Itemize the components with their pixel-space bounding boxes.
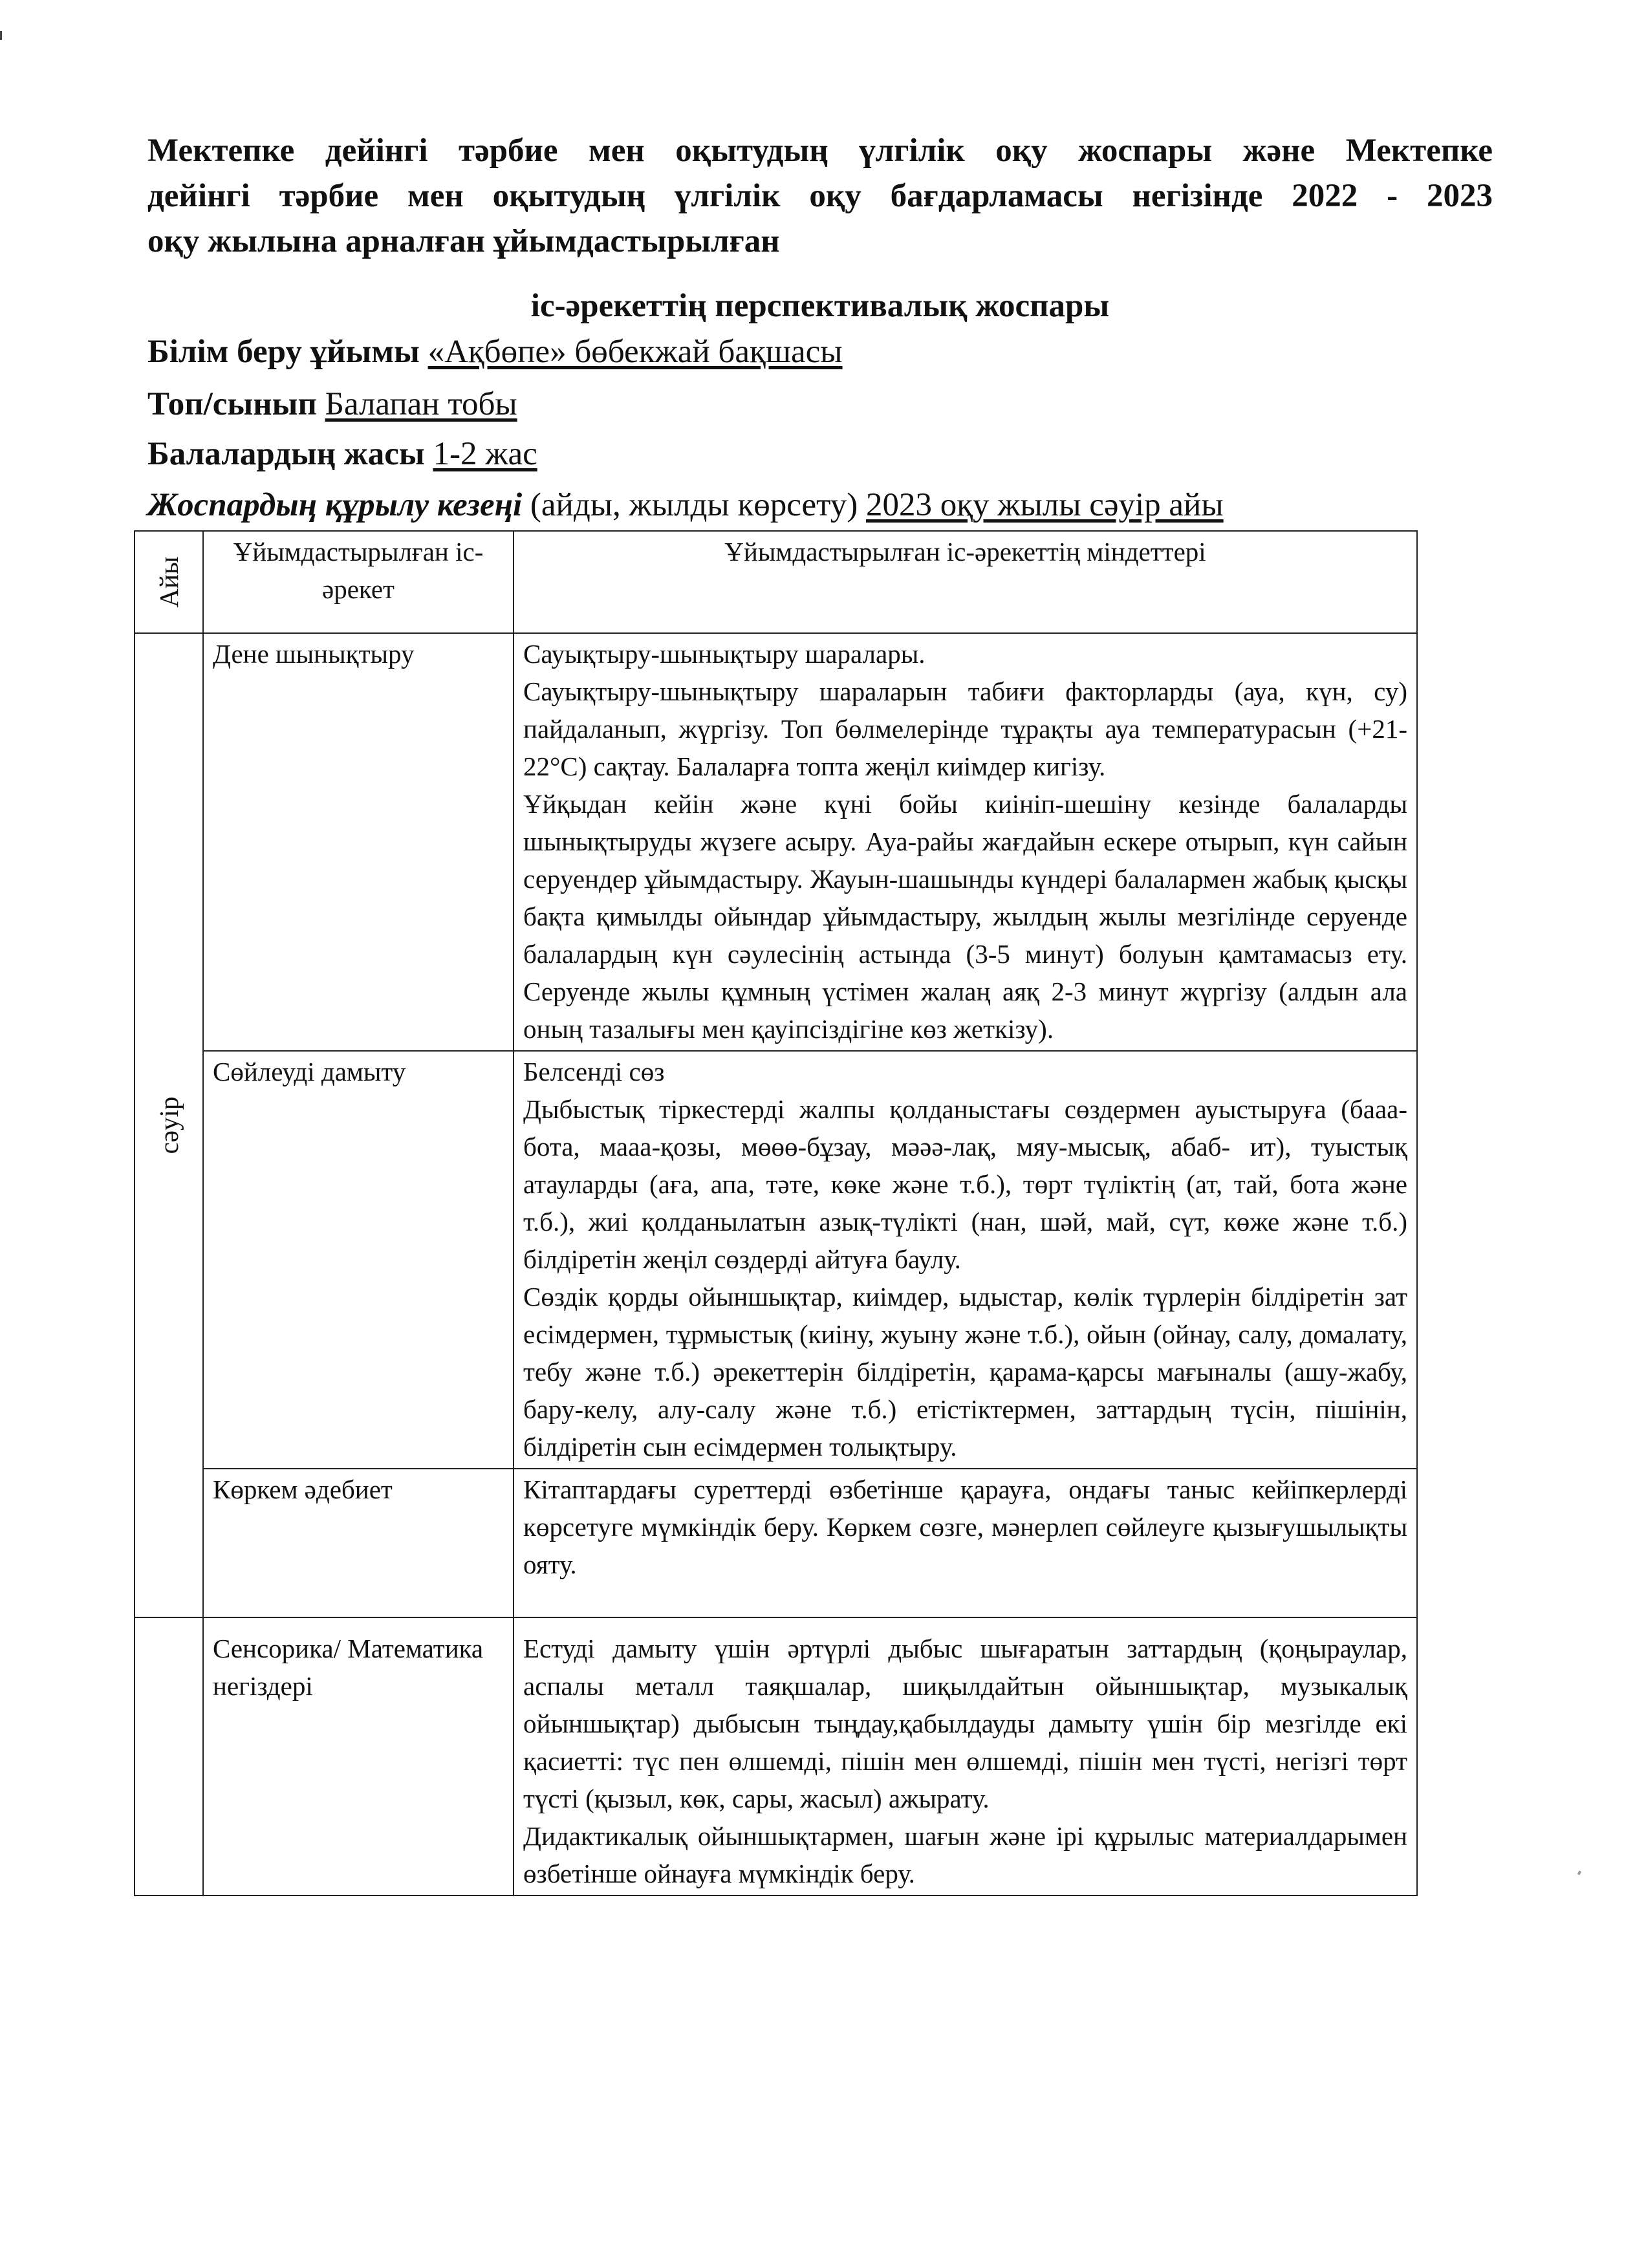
tasks-cell bbox=[514, 1051, 1417, 1469]
activity-cell: Сөйлеуді дамыту bbox=[203, 1051, 514, 1469]
header-tasks: Ұйымдастырылған іс-әрекеттің міндеттері bbox=[514, 531, 1417, 633]
task-paragraph: Кітаптардағы суреттерді өзбетінше қарауға, ондағы таныс кейіпкерлерді көрсетуге мүмкіндік беру. Көркем сөзге, мәнерлеп сөйлеуге қызығушылықты ояту. bbox=[523, 1474, 1407, 1579]
table-row bbox=[135, 1469, 1417, 1617]
age-label: Балалардың жасы bbox=[147, 436, 425, 472]
header-month bbox=[135, 531, 203, 633]
task-paragraph: Естуді дамыту үшін әртүрлі дыбыс шығаратын заттардың (қоңыраулар, аспалы металл таяқшалар, шиқылдайтын ойыншықтар, музыкалық ойыншықтар) дыбысын тыңдау,қабылдауды дамыту үшін бір мезгілде екі қасиетті: түс пен өлшемді, пішін мен өлшемді, пішін мен түсті, негізгі төрт түсті (қызыл, көк, сары, жасыл) ажырату. bbox=[523, 1634, 1407, 1813]
group-line bbox=[147, 382, 1538, 427]
organization-value: «Ақбөпе» бөбекжай бақшасы bbox=[428, 334, 843, 370]
table-row bbox=[135, 633, 1417, 1051]
task-paragraph: Дыбыстық тіркестерді жалпы қолданыстағы сөздермен ауыстыруға (бааа-бота, мааа-қозы, мөөө-бұзау, мәәә-лақ, мяу-мысық, абаб- ит), туыстық атауларды (аға, апа, тәте, көке және т.б.), төрт түліктің (ат, тай, бота және т.б.), жиі қолданылатын азық-түлікті (нан, шәй, май, сүт, көже және т.б.) білдіретін жеңіл сөздерді айтуға баулу. bbox=[523, 1094, 1407, 1274]
task-paragraph: Дидактикалық ойыншықтармен, шағын және ірі құрылыс материалдарымен өзбетінше ойнауға мүмкіндік беру. bbox=[523, 1821, 1407, 1888]
activity-cell: Сенсорика/ Математика негіздері bbox=[203, 1617, 514, 1895]
activity-cell: Дене шынықтыру bbox=[203, 633, 514, 1051]
title-line: Мектепке дейінгі тәрбие мен оқытудың үлгілік оқу жоспары және Мектепке bbox=[147, 133, 1493, 169]
month-cell bbox=[135, 633, 203, 1617]
scan-mark bbox=[0, 31, 2, 40]
table-row bbox=[135, 1051, 1417, 1469]
month-cell-empty bbox=[135, 1617, 203, 1895]
document-title bbox=[147, 128, 1493, 264]
tasks-cell bbox=[514, 633, 1417, 1051]
header-activity: Ұйымдастырылған іс-әрекет bbox=[203, 531, 514, 633]
scan-speck bbox=[1577, 1870, 1581, 1875]
organization-label: Білім беру ұйымы bbox=[147, 334, 420, 370]
header-month-label: Айы bbox=[154, 556, 184, 608]
group-value: Балапан тобы bbox=[325, 386, 517, 422]
tasks-cell bbox=[514, 1617, 1417, 1895]
plan-table bbox=[134, 530, 1418, 1896]
task-paragraph: Белсенді сөз bbox=[523, 1057, 665, 1086]
tasks-cell bbox=[514, 1469, 1417, 1617]
task-paragraph: Сауықтыру-шынықтыру шараларын табиғи факторларды (ауа, күн, су) пайдаланып, жүргізу. Топ бөлмелерінде тұрақты ауа температурасын (+21-22°С) сақтау. Балаларға топта жеңіл киімдер кигізу. bbox=[523, 676, 1407, 781]
table-header-row bbox=[135, 531, 1417, 633]
task-paragraph: Сөздік қорды ойыншықтар, киімдер, ыдыстар, көлік түрлерін білдіретін зат есімдермен, тұрмыстық (киіну, жуыну және т.б.), ойын (ойнау, салу, домалату, тебу және т.б.) әрекеттерін білдіретін, қарама-қарсы мағыналы (ашу-жабу, бару-келу, алу-салу және т.б.) етістіктермен, заттардың түсін, пішінін, білдіретін сын есімдермен толықтыру. bbox=[523, 1282, 1407, 1462]
period-value: 2023 оқу жылы сәуір айы bbox=[865, 487, 1224, 523]
month-label: сәуір bbox=[154, 1096, 184, 1154]
age-line bbox=[147, 431, 1538, 477]
title-line: дейінгі тәрбие мен оқытудың үлгілік оқу бағдарламасы негізінде 2022 - 2023 bbox=[147, 178, 1493, 214]
period-line bbox=[147, 482, 1538, 528]
task-paragraph: Ұйқыдан кейін және күні бойы киініп-шешіну кезінде балаларды шынықтыруды жүзеге асыру. Ауа-райы жағдайын ескере отырып, күн сайын серуендер ұйымдастыру. Жауын-шашынды күндері балалармен жабық қысқы бақта қимылды ойындар ұйымдастыру, жылдың жылы мезгілінде серуенде балалардың күн сәулесінің астында (3-5 минут) болуын қамтамасыз ету. Серуенде жылы құмның үстімен жалаң аяқ 2-3 минут жүргізу (алдын ала оның тазалығы мен қауіпсіздігіне көз жеткізу). bbox=[523, 789, 1407, 1044]
group-label: Топ/сынып bbox=[147, 386, 317, 422]
period-label: Жоспардың құрылу кезеңі bbox=[147, 487, 523, 523]
period-note: (айды, жылды көрсету) bbox=[530, 487, 858, 523]
document-subtitle: іс-әрекеттің перспективалық жоспары bbox=[530, 288, 1110, 324]
age-value: 1-2 жас bbox=[433, 436, 537, 472]
title-line: оқу жылына арналған ұйымдастырылған bbox=[147, 223, 780, 259]
activity-cell: Көркем әдебиет bbox=[203, 1469, 514, 1617]
organization-line bbox=[147, 329, 1538, 374]
table-row bbox=[135, 1617, 1417, 1895]
task-paragraph: Сауықтыру-шынықтыру шаралары. bbox=[523, 639, 926, 669]
